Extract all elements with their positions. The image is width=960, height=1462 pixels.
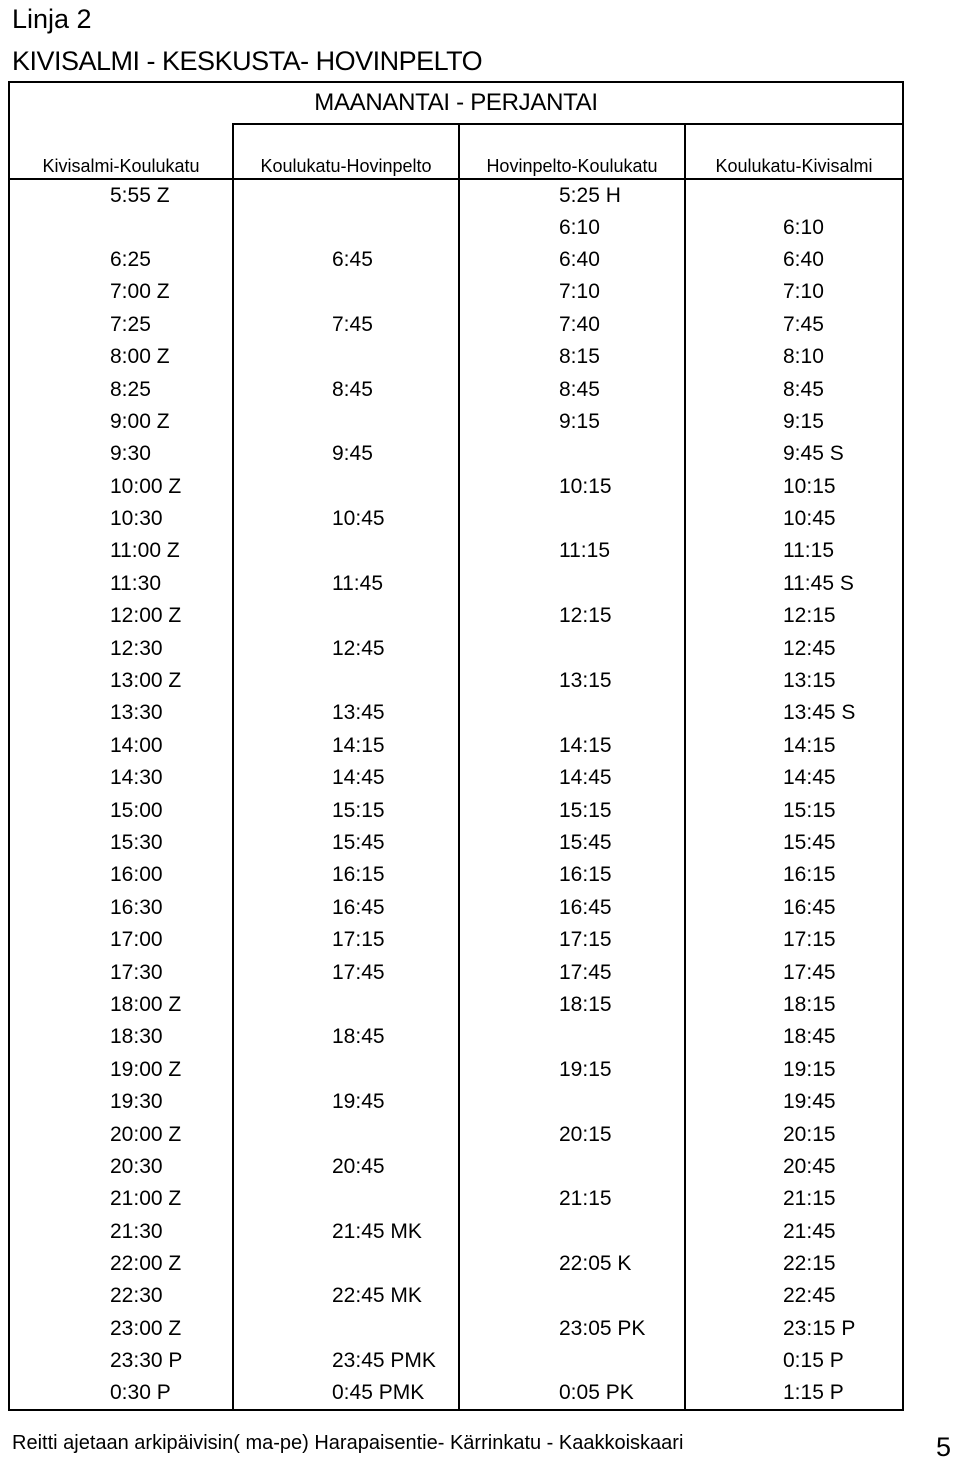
- departure-time: [233, 535, 459, 567]
- departure-time: [233, 211, 459, 243]
- departure-time: [233, 665, 459, 697]
- departure-time: [9, 211, 233, 243]
- table-row: [9, 535, 903, 567]
- departure-time: 16:15: [685, 859, 903, 891]
- departure-time: [233, 989, 459, 1021]
- departure-time: 9:30: [9, 438, 233, 470]
- departure-time: 12:15: [459, 600, 685, 632]
- line-name: Linja 2: [12, 4, 92, 34]
- table-row: [9, 665, 903, 697]
- departure-time: [233, 471, 459, 503]
- table-row: [9, 179, 903, 211]
- departure-time: 8:25: [9, 373, 233, 405]
- departure-time: [459, 1216, 685, 1248]
- departure-time: 18:15: [459, 989, 685, 1021]
- departure-time: 16:45: [459, 892, 685, 924]
- table-row: [9, 471, 903, 503]
- departure-time: [233, 1183, 459, 1215]
- column-header: Koulukatu-Kivisalmi: [685, 124, 903, 179]
- departure-time: 0:05 PK: [459, 1377, 685, 1409]
- departure-time: 16:15: [233, 859, 459, 891]
- departure-time: 15:45: [459, 827, 685, 859]
- column-header: Koulukatu-Hovinpelto: [233, 124, 459, 179]
- departure-time: 15:15: [459, 794, 685, 826]
- departure-time: 7:40: [459, 309, 685, 341]
- table-row: [9, 1377, 903, 1409]
- departure-time: 10:15: [685, 471, 903, 503]
- departure-time: 6:45: [233, 244, 459, 276]
- departure-time: 7:00 Z: [9, 276, 233, 308]
- departure-time: 11:15: [685, 535, 903, 567]
- table-row: [9, 859, 903, 891]
- departure-time: 19:45: [685, 1086, 903, 1118]
- departure-time: 12:00 Z: [9, 600, 233, 632]
- departure-time: 9:00 Z: [9, 406, 233, 438]
- departure-time: [233, 341, 459, 373]
- table-row: [9, 1313, 903, 1345]
- departure-time: [233, 179, 459, 211]
- departure-time: [233, 276, 459, 308]
- departure-time: 12:30: [9, 632, 233, 664]
- departure-time: 10:30: [9, 503, 233, 535]
- departure-time: [459, 438, 685, 470]
- departure-time: 0:30 P: [9, 1377, 233, 1409]
- departure-time: 23:00 Z: [9, 1313, 233, 1345]
- footer-note: Reitti ajetaan arkipäivisin( ma-pe) Harapaisentie- Kärrinkatu - Kaakkoiskaari: [12, 1432, 684, 1454]
- table-row: [9, 1216, 903, 1248]
- departure-time: 20:30: [9, 1151, 233, 1183]
- departure-time: [459, 568, 685, 600]
- table-row: [9, 211, 903, 243]
- departure-time: 9:15: [459, 406, 685, 438]
- departure-time: [459, 503, 685, 535]
- departure-time: 9:45: [233, 438, 459, 470]
- departure-time: 23:05 PK: [459, 1313, 685, 1345]
- departure-time: 18:45: [685, 1021, 903, 1053]
- departure-time: 7:25: [9, 309, 233, 341]
- departure-time: 14:15: [459, 730, 685, 762]
- table-row: [9, 373, 903, 405]
- departure-time: [233, 600, 459, 632]
- departure-time: 7:10: [459, 276, 685, 308]
- table-row: [9, 956, 903, 988]
- departure-time: [459, 1021, 685, 1053]
- departure-time: 21:45: [685, 1216, 903, 1248]
- departure-time: 13:30: [9, 697, 233, 729]
- table-row: [9, 1021, 903, 1053]
- departure-time: 6:40: [459, 244, 685, 276]
- departure-time: 6:25: [9, 244, 233, 276]
- route-title: KIVISALMI - KESKUSTA- HOVINPELTO: [12, 46, 483, 76]
- column-header: Hovinpelto-Koulukatu: [459, 124, 685, 179]
- timetable: [8, 81, 904, 1411]
- departure-time: 15:00: [9, 794, 233, 826]
- departure-time: 11:45: [233, 568, 459, 600]
- departure-time: 16:30: [9, 892, 233, 924]
- departure-time: 13:15: [685, 665, 903, 697]
- departure-time: 8:45: [685, 373, 903, 405]
- departure-time: 1:15 P: [685, 1377, 903, 1409]
- departure-time: 20:00 Z: [9, 1118, 233, 1150]
- departure-time: 7:45: [685, 309, 903, 341]
- departure-time: 19:15: [685, 1054, 903, 1086]
- departure-time: 19:00 Z: [9, 1054, 233, 1086]
- departure-time: 19:30: [9, 1086, 233, 1118]
- departure-time: [459, 1086, 685, 1118]
- departure-time: 20:15: [685, 1118, 903, 1150]
- departure-time: 6:10: [459, 211, 685, 243]
- departure-time: 9:45 S: [685, 438, 903, 470]
- departure-time: 18:45: [233, 1021, 459, 1053]
- departure-time: [459, 697, 685, 729]
- departure-time: 19:45: [233, 1086, 459, 1118]
- table-row: [9, 762, 903, 794]
- departure-time: 14:00: [9, 730, 233, 762]
- departure-time: [233, 1313, 459, 1345]
- departure-time: 18:00 Z: [9, 989, 233, 1021]
- departure-time: 8:10: [685, 341, 903, 373]
- table-row: [9, 406, 903, 438]
- departure-time: 14:45: [459, 762, 685, 794]
- timetable-body: [9, 179, 903, 1410]
- departure-time: 22:15: [685, 1248, 903, 1280]
- departure-time: 14:45: [233, 762, 459, 794]
- table-row: [9, 600, 903, 632]
- departure-time: 22:05 K: [459, 1248, 685, 1280]
- departure-time: 8:45: [459, 373, 685, 405]
- departure-time: 23:15 P: [685, 1313, 903, 1345]
- departure-time: 11:15: [459, 535, 685, 567]
- departure-time: 16:15: [459, 859, 685, 891]
- table-row: [9, 924, 903, 956]
- departure-time: 14:30: [9, 762, 233, 794]
- departure-time: 17:15: [459, 924, 685, 956]
- departure-time: 5:25 H: [459, 179, 685, 211]
- departure-time: 13:15: [459, 665, 685, 697]
- departure-time: 22:30: [9, 1280, 233, 1312]
- departure-time: 12:15: [685, 600, 903, 632]
- departure-time: 0:45 PMK: [233, 1377, 459, 1409]
- table-row: [9, 1118, 903, 1150]
- table-row: [9, 1345, 903, 1377]
- table-row: [9, 892, 903, 924]
- table-row: [9, 1248, 903, 1280]
- departure-time: 20:15: [459, 1118, 685, 1150]
- departure-time: 12:45: [233, 632, 459, 664]
- departure-time: 7:45: [233, 309, 459, 341]
- departure-time: 15:15: [233, 794, 459, 826]
- departure-time: 8:15: [459, 341, 685, 373]
- departure-time: 21:15: [685, 1183, 903, 1215]
- table-row: [9, 341, 903, 373]
- departure-time: 21:30: [9, 1216, 233, 1248]
- departure-time: [459, 1151, 685, 1183]
- departure-time: 9:15: [685, 406, 903, 438]
- departure-time: 22:45: [685, 1280, 903, 1312]
- table-row: [9, 730, 903, 762]
- table-row: [9, 309, 903, 341]
- departure-time: 19:15: [459, 1054, 685, 1086]
- departure-time: [459, 632, 685, 664]
- departure-time: 15:45: [685, 827, 903, 859]
- departure-time: 13:45 S: [685, 697, 903, 729]
- days-row: [9, 82, 903, 124]
- departure-time: 16:45: [685, 892, 903, 924]
- departure-time: 15:45: [233, 827, 459, 859]
- table-row: [9, 244, 903, 276]
- departure-time: 14:15: [233, 730, 459, 762]
- departure-time: 17:45: [233, 956, 459, 988]
- departure-time: 8:00 Z: [9, 341, 233, 373]
- departure-time: 17:30: [9, 956, 233, 988]
- departure-time: 20:45: [685, 1151, 903, 1183]
- departure-time: 10:45: [233, 503, 459, 535]
- table-row: [9, 1280, 903, 1312]
- table-row: [9, 1054, 903, 1086]
- departure-time: [685, 179, 903, 211]
- departure-time: 13:00 Z: [9, 665, 233, 697]
- departure-time: 23:30 P: [9, 1345, 233, 1377]
- departure-time: 17:15: [685, 924, 903, 956]
- departure-time: 11:45 S: [685, 568, 903, 600]
- departure-time: 12:45: [685, 632, 903, 664]
- departure-time: 5:55 Z: [9, 179, 233, 211]
- departure-time: 16:00: [9, 859, 233, 891]
- departure-time: [459, 1345, 685, 1377]
- departure-time: 16:45: [233, 892, 459, 924]
- departure-time: 7:10: [685, 276, 903, 308]
- table-row: [9, 1151, 903, 1183]
- departure-time: 17:45: [459, 956, 685, 988]
- days-heading: MAANANTAI - PERJANTAI: [9, 82, 903, 124]
- table-row: [9, 503, 903, 535]
- departure-time: [233, 1118, 459, 1150]
- departure-time: 17:00: [9, 924, 233, 956]
- departure-time: 10:15: [459, 471, 685, 503]
- departure-time: 20:45: [233, 1151, 459, 1183]
- departure-time: 0:15 P: [685, 1345, 903, 1377]
- departure-time: 11:30: [9, 568, 233, 600]
- departure-time: 21:45 MK: [233, 1216, 459, 1248]
- departure-time: 21:00 Z: [9, 1183, 233, 1215]
- table-row: [9, 276, 903, 308]
- departure-time: 21:15: [459, 1183, 685, 1215]
- departure-time: 22:45 MK: [233, 1280, 459, 1312]
- departure-time: 11:00 Z: [9, 535, 233, 567]
- departure-time: 18:15: [685, 989, 903, 1021]
- departure-time: 13:45: [233, 697, 459, 729]
- departure-time: 8:45: [233, 373, 459, 405]
- departure-time: 10:00 Z: [9, 471, 233, 503]
- departure-time: 22:00 Z: [9, 1248, 233, 1280]
- departure-time: 6:10: [685, 211, 903, 243]
- page-number: 5: [936, 1432, 952, 1462]
- departure-time: 23:45 PMK: [233, 1345, 459, 1377]
- departure-time: [233, 406, 459, 438]
- table-row: [9, 697, 903, 729]
- departure-time: 14:45: [685, 762, 903, 794]
- table-row: [9, 827, 903, 859]
- departure-time: 17:15: [233, 924, 459, 956]
- departure-time: [459, 1280, 685, 1312]
- table-row: [9, 794, 903, 826]
- departure-time: 15:15: [685, 794, 903, 826]
- table-row: [9, 1183, 903, 1215]
- column-header-row: [9, 124, 903, 179]
- departure-time: 15:30: [9, 827, 233, 859]
- table-row: [9, 989, 903, 1021]
- column-header: Kivisalmi-Koulukatu: [9, 124, 233, 179]
- departure-time: [233, 1248, 459, 1280]
- table-row: [9, 1086, 903, 1118]
- departure-time: [233, 1054, 459, 1086]
- table-row: [9, 568, 903, 600]
- departure-time: 17:45: [685, 956, 903, 988]
- departure-time: 6:40: [685, 244, 903, 276]
- departure-time: 10:45: [685, 503, 903, 535]
- departure-time: 18:30: [9, 1021, 233, 1053]
- departure-time: 14:15: [685, 730, 903, 762]
- table-row: [9, 632, 903, 664]
- table-row: [9, 438, 903, 470]
